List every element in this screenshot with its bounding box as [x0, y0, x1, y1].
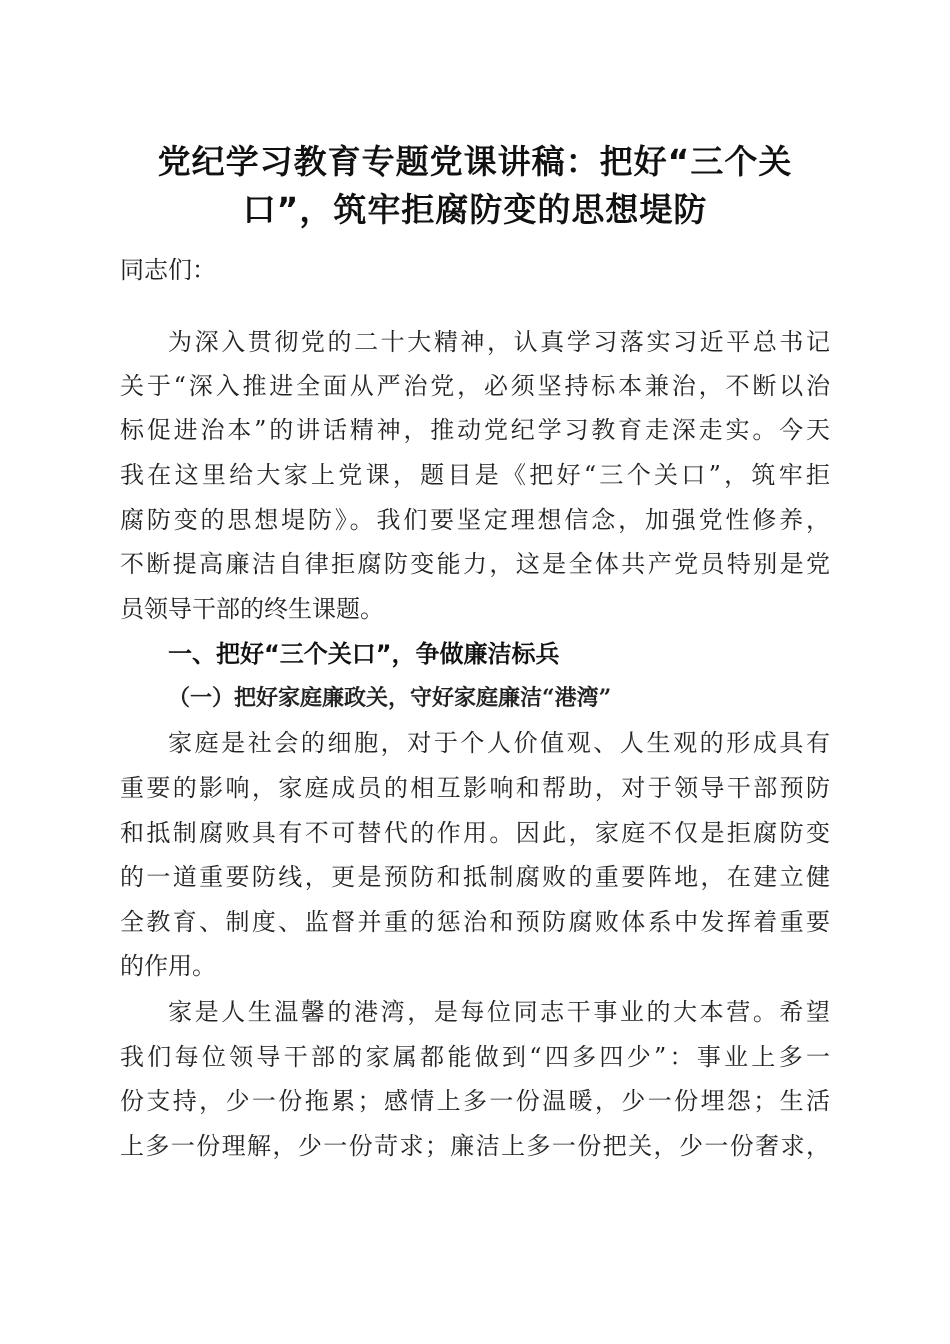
- title-line-1: 党纪学习教育专题党课讲稿：把好“三个关: [157, 142, 793, 181]
- title-line-2: 口”，筑牢拒腐防变的思想堤防: [242, 190, 708, 229]
- paragraph-line: 上多一份理解，少一份苛求；廉洁上多一份把关，少一份奢求，: [120, 1132, 830, 1160]
- intro-line: 腐防变的思想堤防》。我们要坚定理想信念，加强党性修养，: [120, 506, 830, 534]
- intro-line: 标促进治本”的讲话精神，推动党纪学习教育走深走实。今天: [120, 416, 830, 444]
- intro-line: 为深入贯彻党的二十大精神，认真学习落实习近平总书记: [168, 328, 830, 356]
- paragraph-line: 和抵制腐败具有不可替代的作用。因此，家庭不仅是拒腐防变: [120, 819, 830, 847]
- intro-line: 不断提高廉洁自律拒腐防变能力，这是全体共产党员特别是党: [120, 550, 830, 578]
- document-title: [110, 138, 840, 234]
- greeting: 同志们：: [120, 256, 216, 284]
- section-heading: 一、把好“三个关口”，争做廉洁标兵: [168, 640, 560, 668]
- intro-line: 我在这里给大家上党课，题目是《把好“三个关口”，筑牢拒: [120, 461, 830, 489]
- intro-line: 关于“深入推进全面从严治党，必须坚持标本兼治，不断以治: [120, 372, 830, 400]
- paragraph-line: 的作用。: [120, 952, 216, 980]
- paragraph-line: 家是人生温馨的港湾，是每位同志干事业的大本营。希望: [168, 998, 830, 1026]
- paragraph-line: 重要的影响，家庭成员的相互影响和帮助，对于领导干部预防: [120, 774, 830, 802]
- subsection-heading: （一）把好家庭廉政关，守好家庭廉洁“港湾”: [168, 685, 612, 711]
- intro-line: 员领导干部的终生课题。: [120, 595, 384, 623]
- paragraph-line: 份支持，少一份拖累；感情上多一份温暖，少一份埋怨；生活: [120, 1087, 830, 1115]
- paragraph-line: 我们每位领导干部的家属都能做到“四多四少”：事业上多一: [120, 1043, 830, 1071]
- paragraph-line: 的一道重要防线，更是预防和抵制腐败的重要阵地，在建立健: [120, 863, 830, 891]
- paragraph-line: 全教育、制度、监督并重的惩治和预防腐败体系中发挥着重要: [120, 908, 830, 936]
- paragraph-line: 家庭是社会的细胞，对于个人价值观、人生观的形成具有: [168, 729, 830, 757]
